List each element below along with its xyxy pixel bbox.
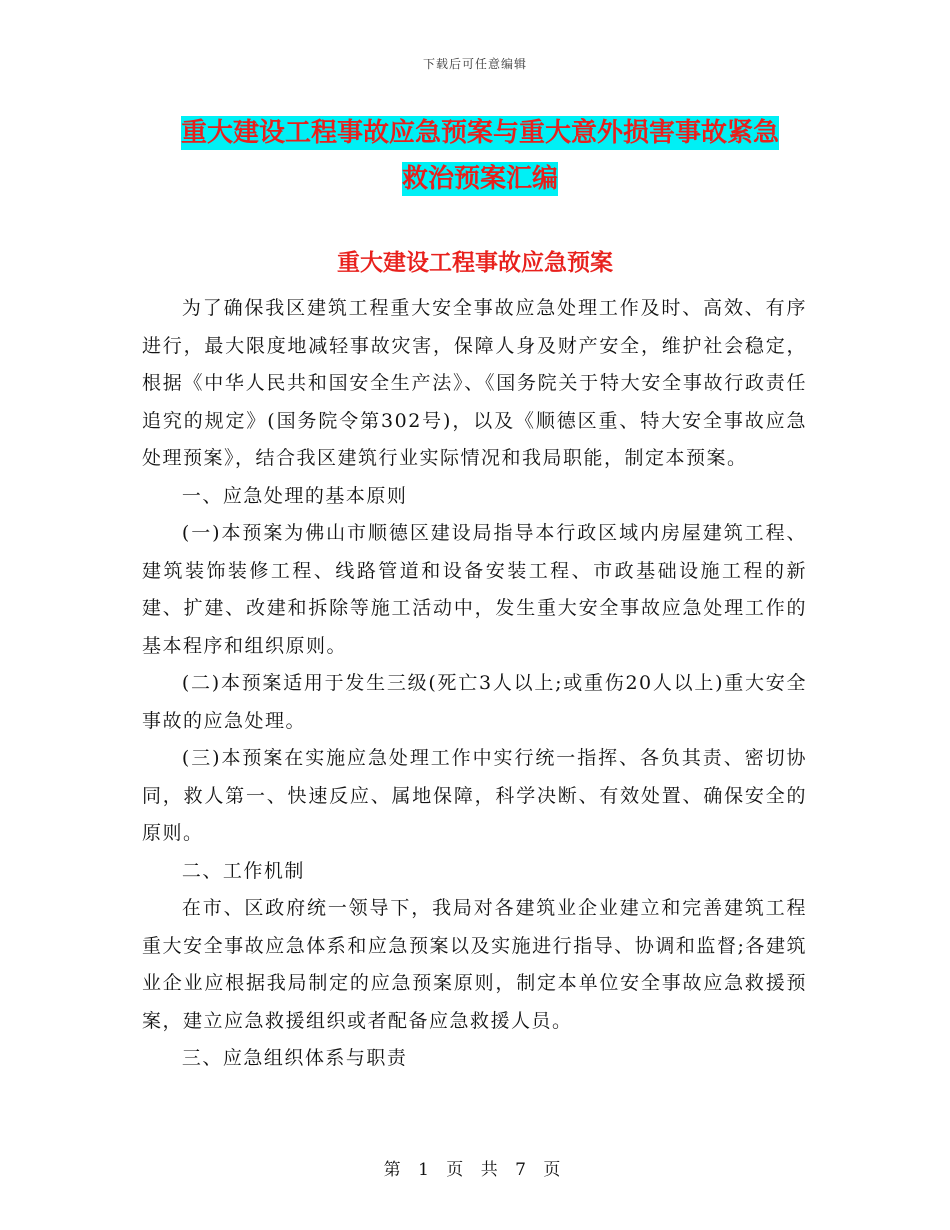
- paragraph: 一、应急处理的基本原则: [181, 484, 408, 507]
- paragraph: (一)本预案为佛山市顺德区建设局指导本行政区域内房屋建筑工程、建筑装饰装修工程、线路管道和设备安装工程、市政基础设施工程的新建、扩建、改建和拆除等施工活动中，发生重大安全事故应急处理工作的基本程序和组织原则。: [142, 522, 807, 657]
- paragraph: (三)本预案在实施应急处理工作中实行统一指挥、各负其责、密切协同，救人第一、快速反应、属地保障，科学决断、有效处置、确保安全的原则。: [142, 747, 807, 844]
- paragraph: 三、应急组织体系与职责: [181, 1047, 408, 1069]
- paragraph: (二)本预案适用于发生三级(死亡3人以上;或重伤20人以上)重大安全事故的应急处理。: [142, 672, 807, 732]
- document-title: [140, 110, 820, 202]
- body-text: [142, 290, 807, 1078]
- section-title: 重大建设工程事故应急预案: [337, 250, 613, 276]
- paragraph: 二、工作机制: [181, 859, 305, 882]
- paragraph: 在市、区政府统一领导下，我局对各建筑业企业建立和完善建筑工程重大安全事故应急体系和应急预案以及实施进行指导、协调和监督;各建筑业企业应根据我局制定的应急预案原则，制定本单位安全事故应急救援预案，建立应急救援组织或者配备应急救援人员。: [142, 897, 807, 1032]
- header-note: 下载后可任意编辑: [422, 57, 527, 71]
- title-line-1: 重大建设工程事故应急预案与重大意外损害事故紧急: [180, 118, 779, 148]
- page-footer: 第 1 页 共 7 页: [383, 1160, 567, 1180]
- title-line-2: 救治预案汇编: [401, 164, 558, 194]
- paragraph: 为了确保我区建筑工程重大安全事故应急处理工作及时、高效、有序进行，最大限度地减轻事故灾害，保障人身及财产安全，维护社会稳定，根据《中华人民共和国安全生产法》、《国务院关于特大安全事故行政责任追究的规定》(国务院令第302号)，以及《顺德区重、特大安全事故应急处理预案》，结合我区建筑行业实际情况和我局职能，制定本预案。: [142, 297, 807, 469]
